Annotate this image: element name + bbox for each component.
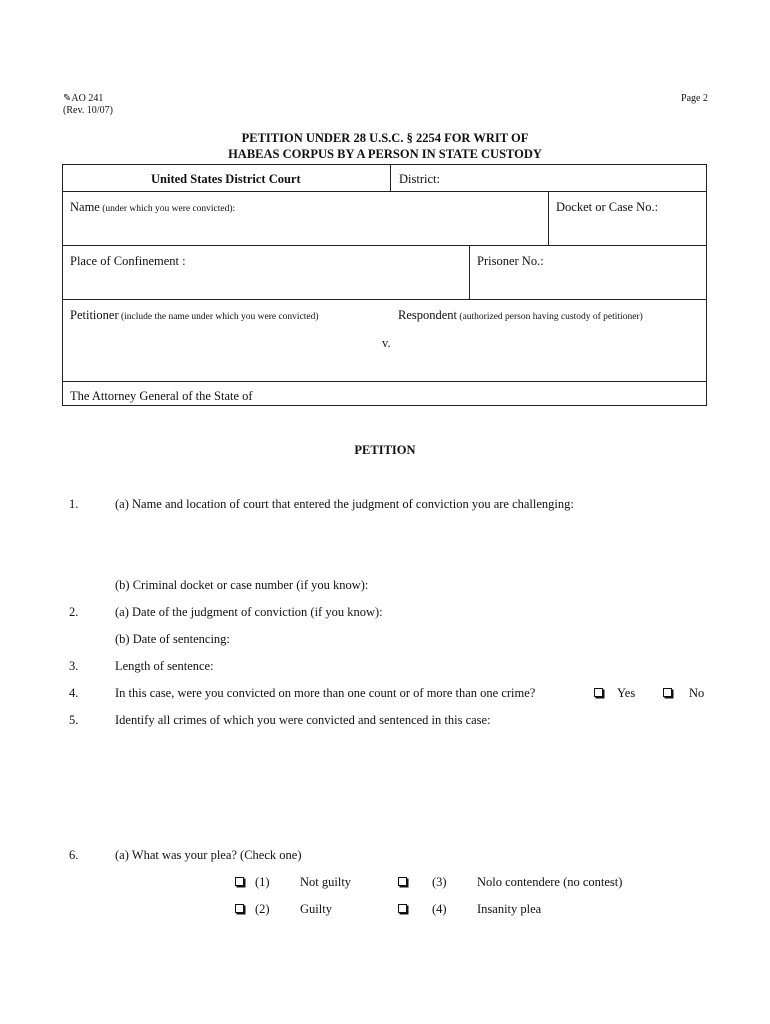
question-number: 1.: [69, 497, 79, 511]
divider: [63, 191, 706, 192]
form-revision: (Rev. 10/07): [63, 105, 113, 116]
attorney-general-field[interactable]: The Attorney General of the State of: [70, 389, 253, 403]
question-4: In this case, were you convicted on more than one count or of more than one crime?: [115, 686, 536, 700]
divider: [63, 381, 706, 382]
plea-option-number: (1): [255, 875, 270, 889]
district-field[interactable]: District:: [399, 172, 440, 186]
no-label: No: [689, 686, 705, 700]
plea-option-label: Not guilty: [300, 875, 352, 889]
petition-heading: PETITION: [354, 443, 416, 457]
question-5: Identify all crimes of which you were convicted and sentenced in this case:: [115, 713, 491, 727]
name-note: (under which you were convicted):: [99, 204, 236, 214]
title-line-1: PETITION UNDER 28 U.S.C. § 2254 FOR WRIT OF: [241, 131, 529, 145]
title-line-2: HABEAS CORPUS BY A PERSON IN STATE CUSTODY: [228, 147, 542, 161]
yes-label: Yes: [617, 686, 636, 700]
respondent-label: Respondent: [398, 308, 458, 322]
divider: [548, 191, 549, 245]
page-title: [0, 130, 770, 162]
plea-option-number: (3): [432, 875, 447, 889]
question-number: 6.: [69, 848, 79, 862]
question-1b: (b) Criminal docket or case number (if you know):: [115, 578, 369, 592]
question-number: 4.: [69, 686, 79, 700]
petitioner-field[interactable]: [70, 308, 319, 323]
plea-checkbox-1[interactable]: [235, 877, 244, 886]
yes-checkbox[interactable]: [594, 688, 603, 697]
plea-option-label: Insanity plea: [477, 902, 542, 916]
question-3: Length of sentence:: [115, 659, 214, 673]
divider: [390, 165, 391, 191]
form-header: [63, 93, 113, 117]
question-number: 5.: [69, 713, 79, 727]
question-number: 2.: [69, 605, 79, 619]
respondent-field[interactable]: [398, 308, 643, 323]
plea-option-label: Guilty: [300, 902, 332, 916]
confinement-field[interactable]: Place of Confinement :: [70, 254, 186, 268]
divider: [63, 299, 706, 300]
petitioner-note: (include the name under which you were convicted): [118, 312, 319, 322]
question-2a: (a) Date of the judgment of conviction (if you know):: [115, 605, 383, 619]
plea-checkbox-3[interactable]: [398, 877, 407, 886]
question-number: 3.: [69, 659, 79, 673]
plea-option-number: (2): [255, 902, 270, 916]
petitioner-label: Petitioner: [70, 308, 119, 322]
plea-checkbox-4[interactable]: [398, 904, 407, 913]
respondent-note: (authorized person having custody of petitioner): [457, 312, 643, 322]
docket-field[interactable]: Docket or Case No.:: [556, 200, 659, 214]
plea-option-label: Nolo contendere (no contest): [477, 875, 623, 889]
plea-checkbox-2[interactable]: [235, 904, 244, 913]
page-number: Page 2: [681, 93, 708, 104]
divider: [469, 245, 470, 299]
form-id: ✎AO 241: [63, 93, 104, 104]
name-field[interactable]: [70, 200, 235, 215]
question-2b: (b) Date of sentencing:: [115, 632, 230, 646]
divider: [63, 245, 706, 246]
prisoner-number-field[interactable]: Prisoner No.:: [477, 254, 544, 268]
versus-label: v.: [382, 336, 391, 350]
no-checkbox[interactable]: [663, 688, 672, 697]
question-1a: (a) Name and location of court that entered the judgment of conviction you are challenging:: [115, 497, 574, 511]
name-label: Name: [70, 200, 100, 214]
court-label: United States District Court: [151, 172, 301, 186]
case-info-box: [62, 164, 707, 406]
plea-option-number: (4): [432, 902, 447, 916]
question-6a: (a) What was your plea? (Check one): [115, 848, 302, 862]
